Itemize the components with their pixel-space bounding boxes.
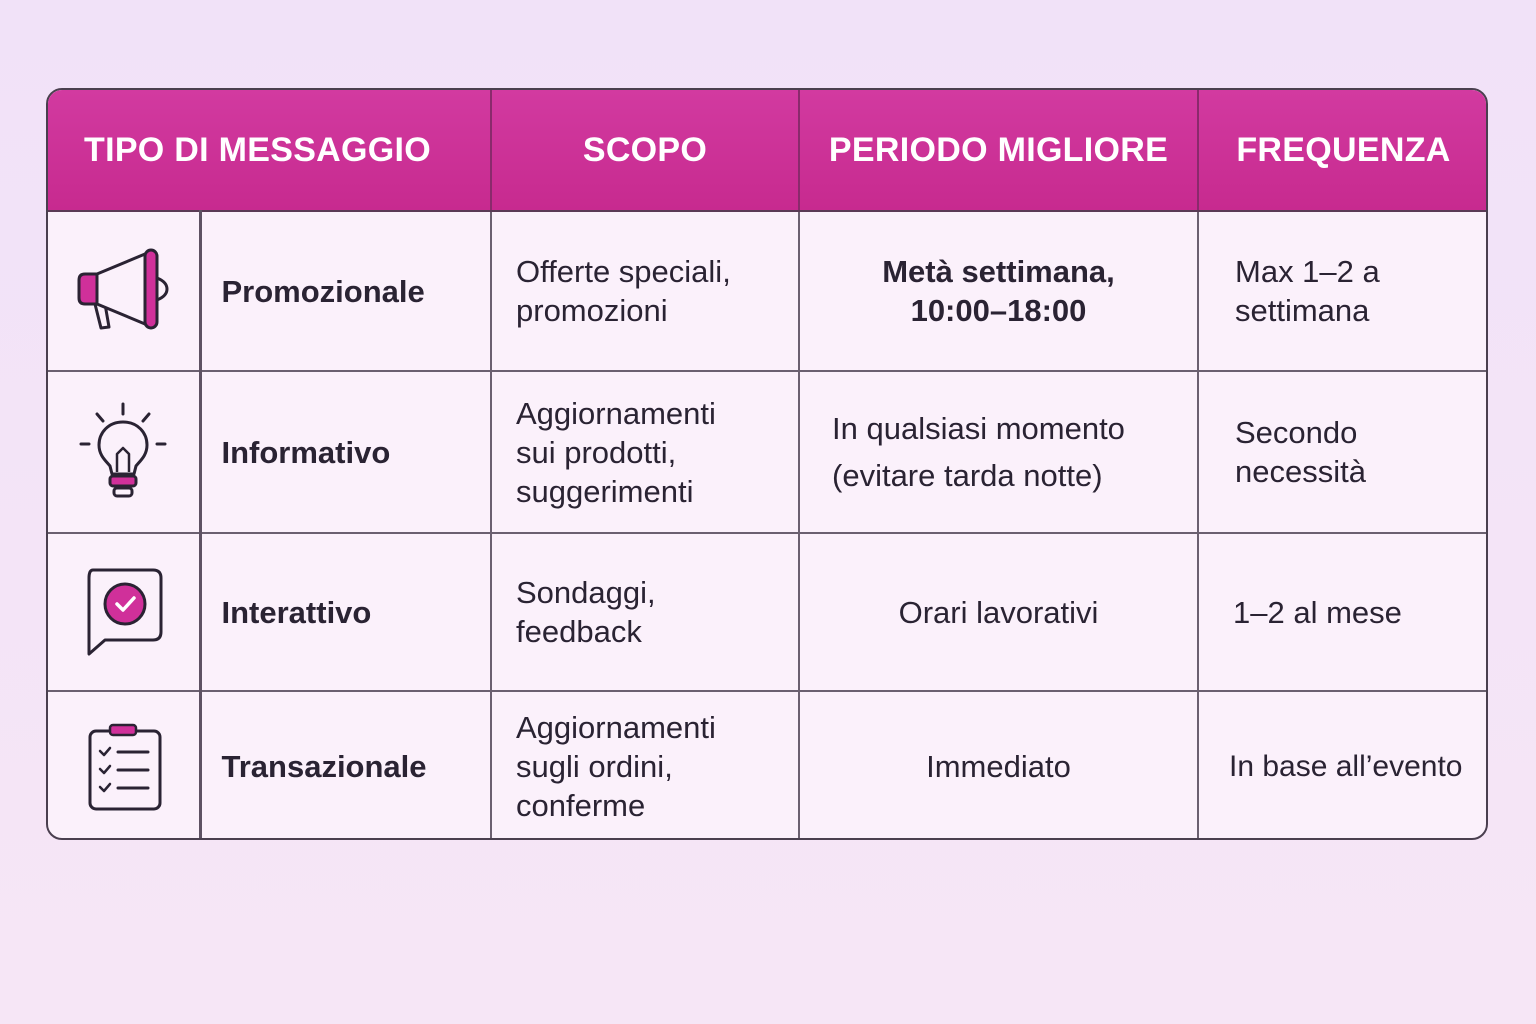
frequency-line: settimana	[1235, 293, 1370, 328]
message-type-label: Promozionale	[200, 211, 491, 371]
frequency-cell	[1198, 691, 1488, 840]
header-message-type: TIPO DI MESSAGGIO	[48, 90, 491, 211]
megaphone-icon	[73, 248, 173, 334]
frequency-cell	[1198, 533, 1488, 691]
message-type-label: Transazionale	[200, 691, 491, 840]
scope-line: suggerimenti	[516, 473, 694, 509]
scope-line: promozioni	[516, 293, 668, 328]
frequency-line: 1–2 al mese	[1233, 594, 1402, 630]
row-icon-cell	[48, 691, 200, 840]
message-types-table	[48, 90, 1488, 840]
table-row	[48, 691, 1488, 840]
scope-line: Offerte speciali,	[516, 254, 731, 289]
frequency-line: In base all’evento	[1229, 750, 1463, 783]
frequency-line: Max 1–2 a	[1235, 254, 1380, 289]
scope-line: sugli ordini,	[516, 749, 673, 784]
best-period-cell	[799, 371, 1198, 533]
best-period-cell	[799, 533, 1198, 691]
table-row	[48, 371, 1488, 533]
scope-cell	[491, 211, 799, 371]
period-line: Immediato	[926, 749, 1071, 784]
row-icon-cell	[48, 533, 200, 691]
frequency-cell	[1198, 371, 1488, 533]
frequency-line: necessità	[1235, 454, 1366, 489]
scope-line: sui prodotti,	[516, 434, 677, 470]
scope-line: Aggiornamenti	[516, 710, 716, 745]
period-line: In qualsiasi momento	[832, 411, 1125, 446]
table-row	[48, 211, 1488, 371]
period-line: Orari lavorativi	[898, 594, 1099, 630]
period-line: Metà settimana,	[882, 254, 1115, 289]
chat-check-icon	[81, 566, 165, 658]
scope-line: Sondaggi,	[516, 575, 656, 610]
scope-cell	[491, 691, 799, 840]
header-scope: SCOPO	[491, 90, 799, 211]
best-period-cell	[799, 211, 1198, 371]
frequency-cell	[1198, 211, 1488, 371]
checklist-clipboard-icon	[84, 723, 162, 811]
best-period-cell	[799, 691, 1198, 840]
frequency-line: Secondo	[1235, 415, 1358, 450]
header-frequency: FREQUENZA	[1198, 90, 1488, 211]
header-best-period: PERIODO MIGLIORE	[799, 90, 1198, 211]
table-header-row	[48, 90, 1488, 211]
message-type-label: Interattivo	[200, 533, 491, 691]
scope-line: conferme	[516, 788, 646, 823]
period-line: (evitare tarda notte)	[832, 458, 1103, 493]
scope-cell	[491, 371, 799, 533]
scope-line: feedback	[516, 614, 642, 649]
table-row	[48, 533, 1488, 691]
message-table-card	[46, 88, 1488, 840]
scope-line: Aggiornamenti	[516, 395, 716, 431]
period-line: 10:00–18:00	[910, 293, 1087, 328]
scope-cell	[491, 533, 799, 691]
lightbulb-icon	[77, 402, 169, 502]
row-icon-cell	[48, 371, 200, 533]
message-type-label: Informativo	[200, 371, 491, 533]
row-icon-cell	[48, 211, 200, 371]
